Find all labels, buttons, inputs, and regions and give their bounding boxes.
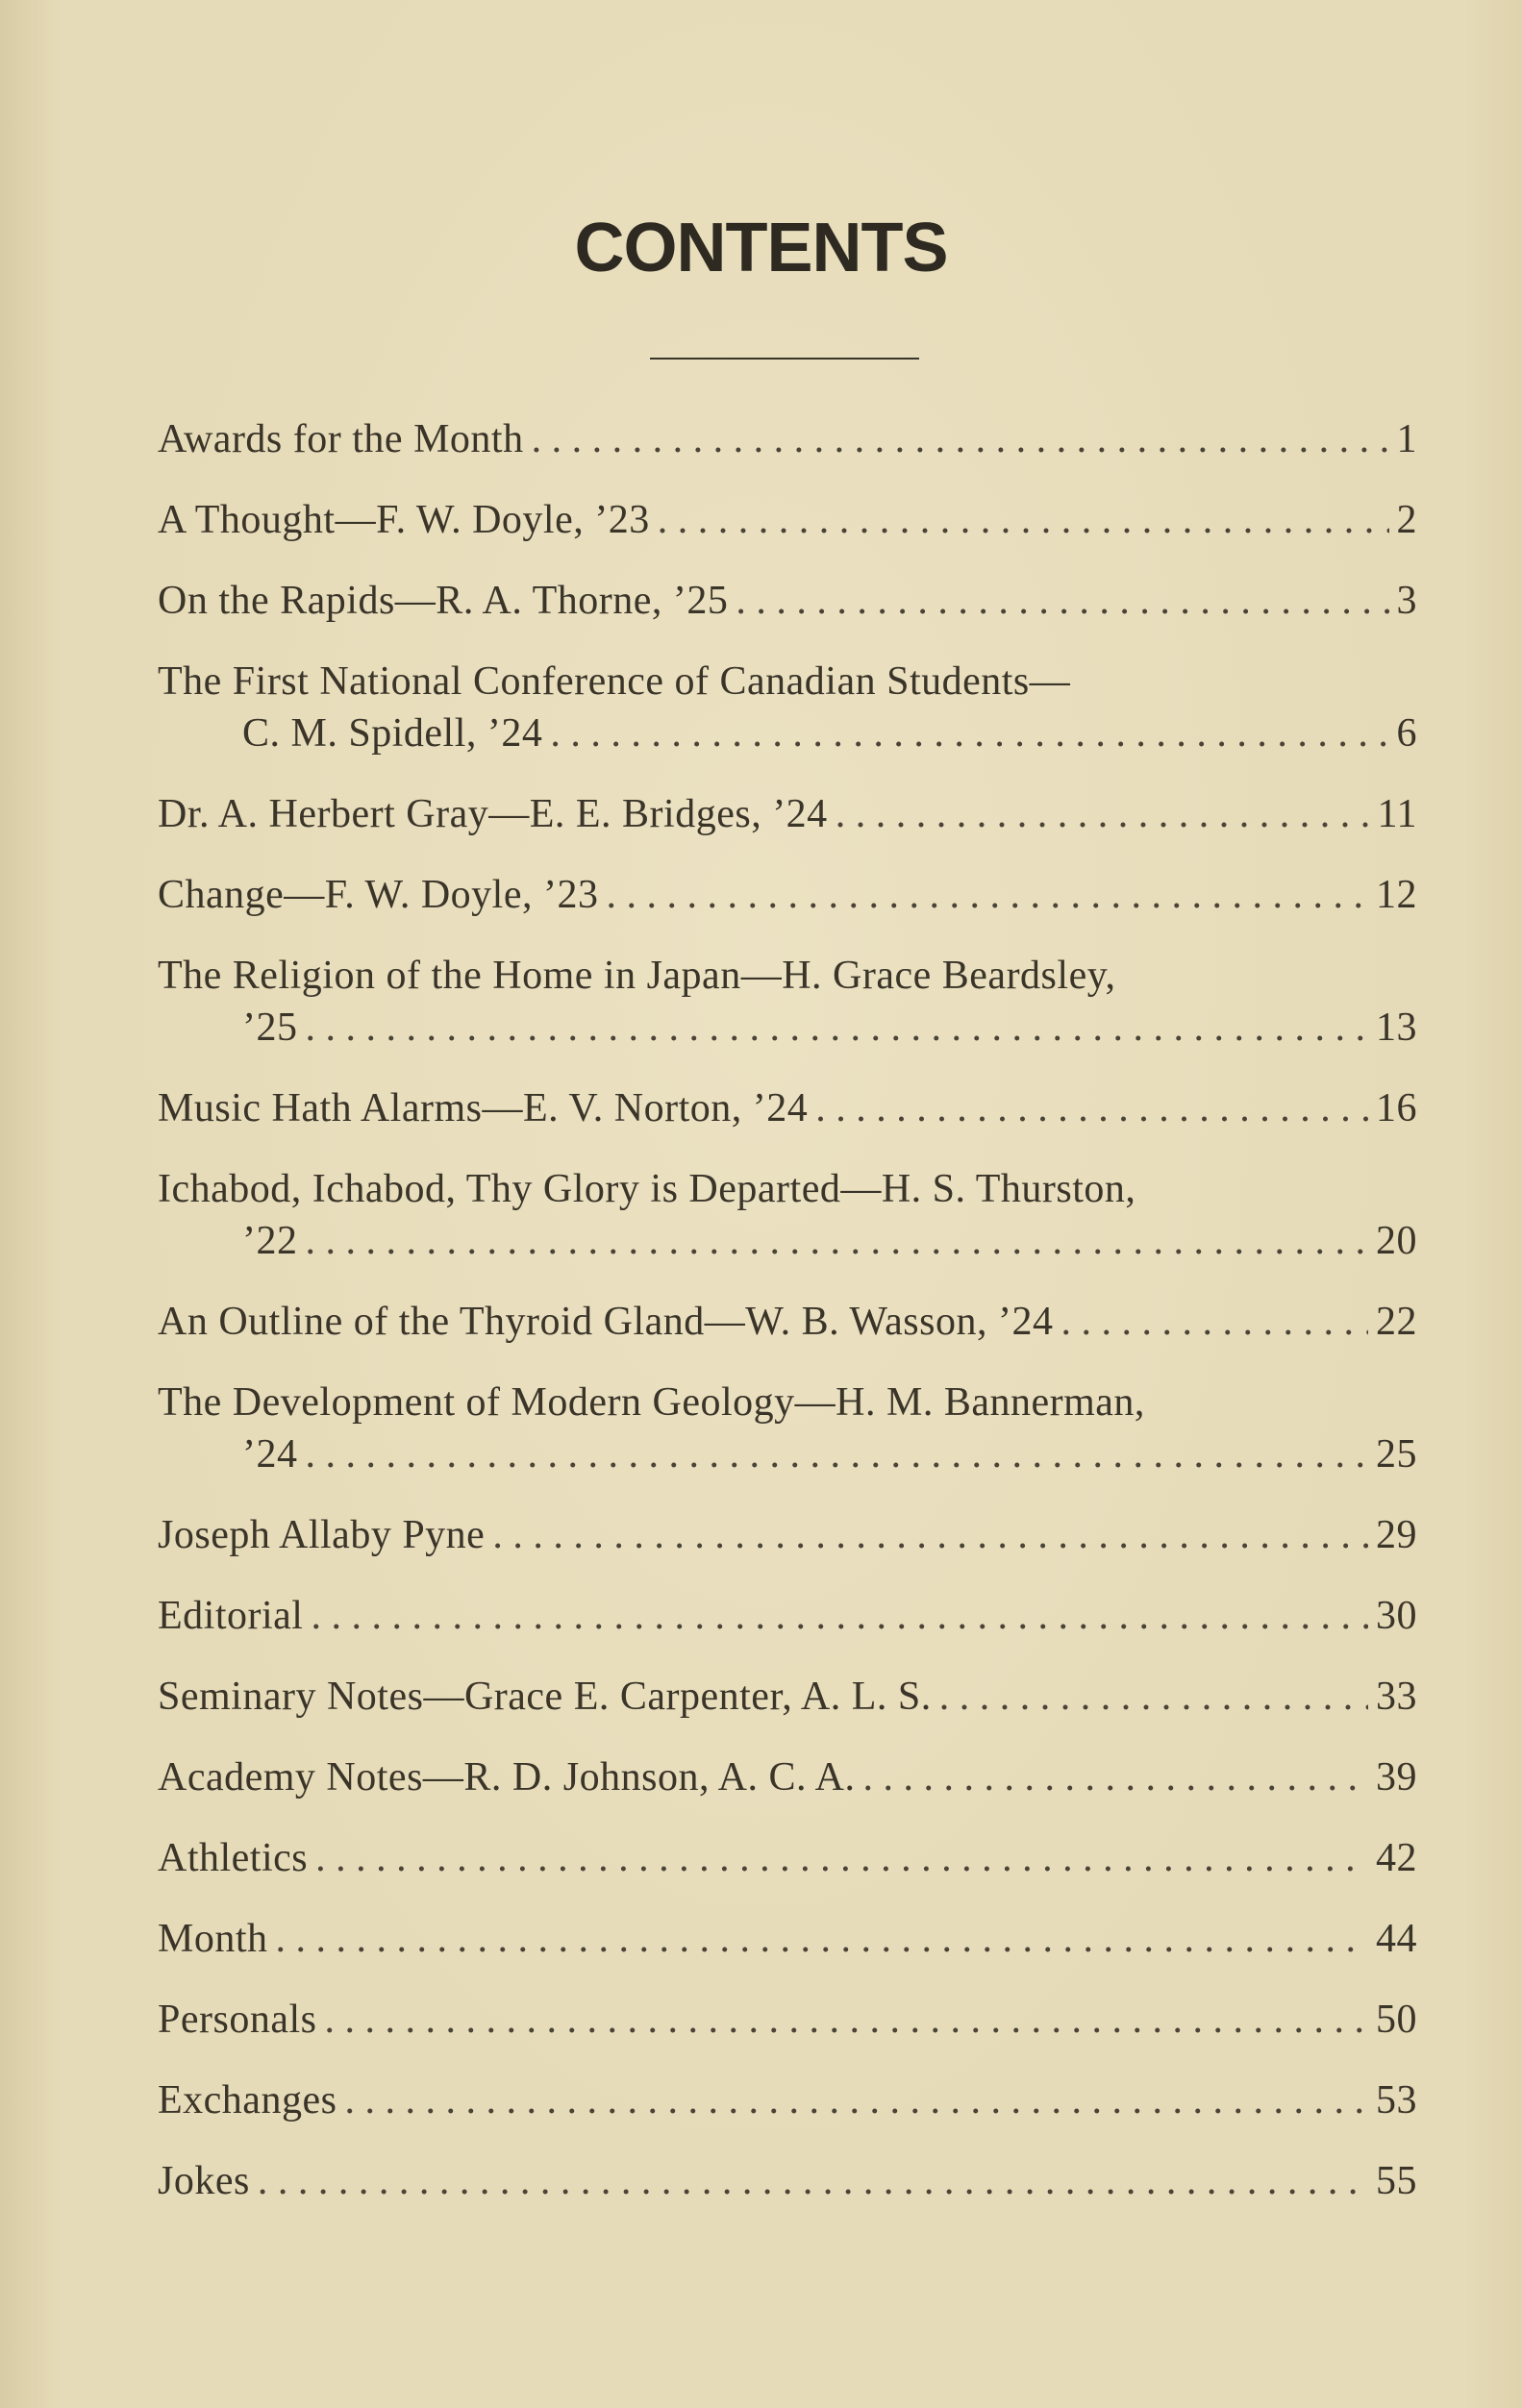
toc-entry-title: C. M. Spidell, ’24: [242, 711, 543, 756]
toc-entry-title: ’25: [242, 1005, 298, 1050]
toc-entry: [158, 2074, 1417, 2126]
toc-entry: [158, 1994, 1417, 2046]
toc-page-number: 30: [1376, 1594, 1417, 1638]
toc-entry-title: Ichabod, Ichabod, Thy Glory is Departed—H. S. Thurston,: [158, 1167, 1136, 1211]
toc-entry-title: The Development of Modern Geology—H. M. Bannerman,: [158, 1380, 1145, 1425]
toc-entry-title: Music Hath Alarms—E. V. Norton, ’24: [158, 1086, 809, 1130]
toc-page-number: 39: [1376, 1755, 1417, 1800]
toc-entry: [158, 1509, 1417, 1561]
toc-entry: [158, 656, 1417, 759]
toc-entry-title: Athletics: [158, 1836, 309, 1880]
toc-page-number: 6: [1396, 711, 1417, 756]
toc-entry: [158, 1377, 1417, 1480]
dot-leader: [258, 2155, 1368, 2207]
toc-page-number: 53: [1376, 2078, 1417, 2123]
dot-leader: [1060, 1296, 1368, 1348]
toc-entry: [158, 1751, 1417, 1803]
toc-entry-title: Month: [158, 1917, 268, 1961]
dot-leader: [532, 413, 1389, 465]
dot-leader: [736, 575, 1388, 627]
toc-entry: [158, 494, 1417, 546]
toc-entry-title: Seminary Notes—Grace E. Carpenter, A. L. S.: [158, 1675, 932, 1719]
toc-entry-title: The First National Conference of Canadian Students—: [158, 659, 1071, 704]
toc-page-number: 16: [1376, 1086, 1417, 1130]
toc-entry: [158, 1913, 1417, 1965]
toc-page-number: 22: [1376, 1300, 1417, 1344]
toc-page-number: 33: [1376, 1675, 1417, 1719]
toc-entry-title: Exchanges: [158, 2078, 337, 2123]
dot-leader: [658, 494, 1389, 546]
toc-entry: [158, 2155, 1417, 2207]
dot-leader: [325, 1994, 1369, 2046]
toc-entry: [158, 1163, 1417, 1267]
toc-entry-title: An Outline of the Thyroid Gland—W. B. Wasson, ’24: [158, 1300, 1054, 1344]
dot-leader: [306, 1215, 1369, 1267]
dot-leader: [492, 1509, 1368, 1561]
toc-page-number: 12: [1376, 873, 1417, 917]
toc-entry-title: Personals: [158, 1998, 317, 2042]
toc-page-number: 13: [1376, 1005, 1417, 1050]
dot-leader: [815, 1082, 1368, 1134]
dot-leader: [550, 708, 1388, 759]
toc-entry: [158, 788, 1417, 840]
toc-entry: [158, 413, 1417, 465]
toc-entry: [158, 1832, 1417, 1884]
dot-leader: [344, 2074, 1368, 2126]
toc-page-number: 1: [1396, 417, 1417, 461]
dot-leader: [276, 1913, 1368, 1965]
toc-entry: [158, 1082, 1417, 1134]
toc-entry-title: Dr. A. Herbert Gray—E. E. Bridges, ’24: [158, 792, 828, 836]
toc-page-number: 2: [1396, 498, 1417, 542]
toc-page-number: 44: [1376, 1917, 1417, 1961]
toc-page-number: 3: [1396, 579, 1417, 623]
toc-page-number: 50: [1376, 1998, 1417, 2042]
toc-page-number: 29: [1376, 1513, 1417, 1557]
toc-entry-title: Jokes: [158, 2159, 250, 2203]
toc-entry-title: ’22: [242, 1219, 298, 1263]
toc-entry-title: A Thought—F. W. Doyle, ’23: [158, 498, 650, 542]
dot-leader: [315, 1832, 1368, 1884]
toc-entry-title: Editorial: [158, 1594, 304, 1638]
toc-entry: [158, 1296, 1417, 1348]
toc-entry-title: On the Rapids—R. A. Thorne, ’25: [158, 579, 729, 623]
toc-entry-title: Joseph Allaby Pyne: [158, 1513, 486, 1557]
title-rule: [650, 358, 919, 360]
dot-leader: [311, 1590, 1368, 1642]
dot-leader: [863, 1751, 1369, 1803]
page-title: CONTENTS: [574, 210, 948, 286]
toc-entry: [158, 1590, 1417, 1642]
toc-page-number: 20: [1376, 1219, 1417, 1263]
toc-entry: [158, 950, 1417, 1054]
toc-entry-title: Change—F. W. Doyle, ’23: [158, 873, 599, 917]
dot-leader: [306, 1428, 1369, 1480]
toc-page-number: 11: [1377, 792, 1417, 836]
toc-entry-title: The Religion of the Home in Japan—H. Grace Beardsley,: [158, 954, 1116, 998]
toc-entry: [158, 1671, 1417, 1723]
dot-leader: [939, 1671, 1368, 1723]
toc-page-number: 25: [1376, 1432, 1417, 1477]
dot-leader: [836, 788, 1370, 840]
toc-page-number: 42: [1376, 1836, 1417, 1880]
dot-leader: [606, 869, 1368, 921]
toc-entry-title: Academy Notes—R. D. Johnson, A. C. A.: [158, 1755, 856, 1800]
dot-leader: [306, 1002, 1369, 1054]
toc-page-number: 55: [1376, 2159, 1417, 2203]
toc-entry-title: Awards for the Month: [158, 417, 524, 461]
toc-entry: [158, 575, 1417, 627]
toc-entry: [158, 869, 1417, 921]
toc-entry-title: ’24: [242, 1432, 298, 1477]
